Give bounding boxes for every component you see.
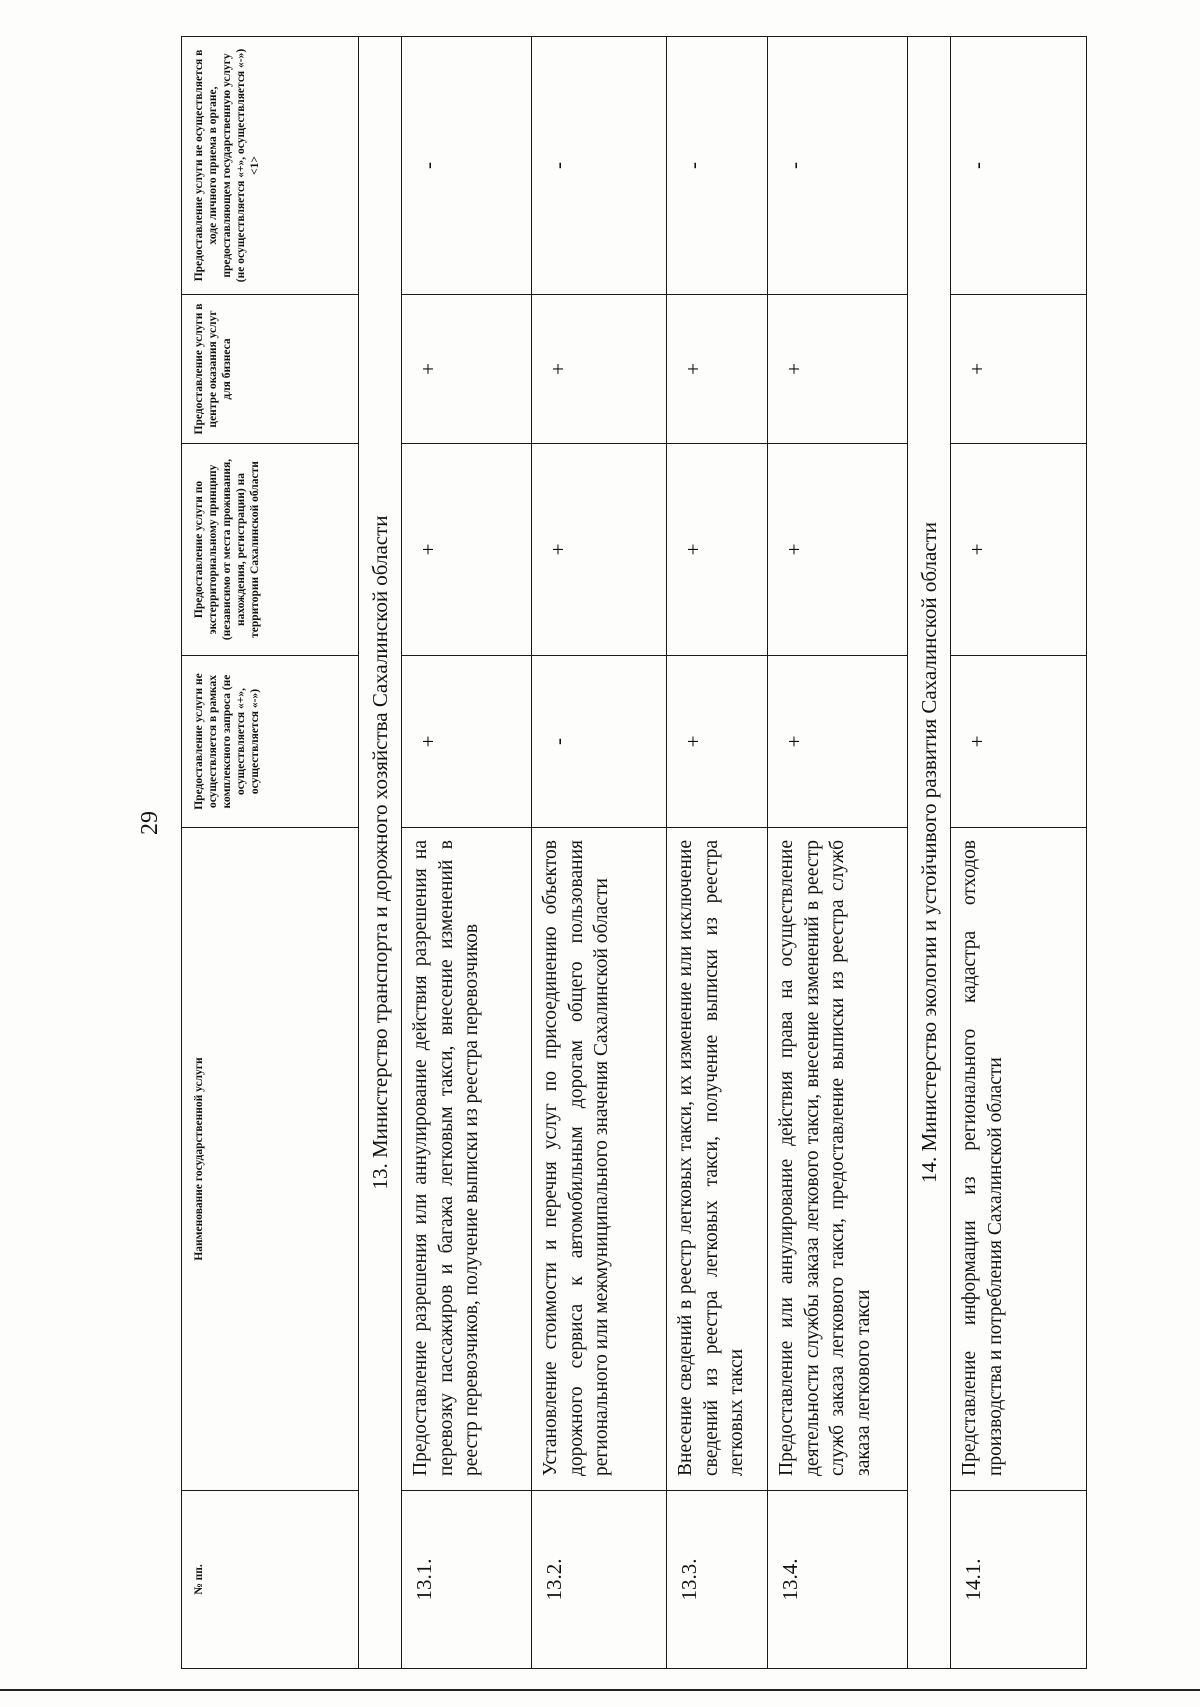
personal-visit-mark: -	[402, 37, 532, 295]
rotated-page	[181, 37, 1086, 1669]
services-table	[181, 36, 1087, 1669]
personal-visit-mark: -	[532, 37, 667, 295]
table-row	[402, 37, 532, 1669]
service-name: Установление стоимости и перечня услуг по присоединению объектов дорожного сервиса к автомобильным дорогам общего пользования регионального или межмуниципального значения Сахалинской области	[532, 828, 667, 1491]
bottom-rule	[0, 1689, 1200, 1691]
personal-visit-mark: -	[951, 37, 1087, 295]
extraterritorial-mark: +	[768, 444, 908, 656]
extraterritorial-mark: +	[402, 444, 532, 656]
complex-mark: +	[951, 656, 1087, 828]
business-center-mark: +	[532, 295, 667, 444]
complex-mark: +	[667, 656, 768, 828]
header-num: № пп.	[182, 1491, 359, 1669]
table-row	[667, 37, 768, 1669]
extraterritorial-mark: +	[532, 444, 667, 656]
extraterritorial-mark: +	[667, 444, 768, 656]
service-name: Предоставление или аннулирование действия права на осуществление деятельности службы заказа легкового такси, внесение изменений в реестр служб заказа легкового такси, предоставление выписки из реестра служб заказа легкового такси	[768, 828, 908, 1491]
business-center-mark: +	[402, 295, 532, 444]
section-row	[359, 37, 402, 1669]
table-row	[532, 37, 667, 1669]
business-center-mark: +	[951, 295, 1087, 444]
row-number: 13.4.	[768, 1491, 908, 1669]
section-title: 13. Министерство транспорта и дорожного хозяйства Сахалинской области	[359, 37, 402, 1669]
service-name: Предоставление разрешения или аннулирование действия разрешения на перевозку пассажиров и багажа легковым такси, внесение изменений в реестр перевозчиков, получение выписки из реестра перевозчиков	[402, 828, 532, 1491]
complex-mark: +	[402, 656, 532, 828]
section-title: 14. Министерство экологии и устойчивого развития Сахалинской области	[908, 37, 951, 1669]
service-name: Представление информации из регионального кадастра отходов производства и потребления Сахалинской области	[951, 828, 1087, 1491]
business-center-mark: +	[667, 295, 768, 444]
row-number: 13.3.	[667, 1491, 768, 1669]
table-row	[768, 37, 908, 1669]
section-row	[908, 37, 951, 1669]
extraterritorial-mark: +	[951, 444, 1087, 656]
business-center-mark: +	[768, 295, 908, 444]
table-row	[951, 37, 1087, 1669]
personal-visit-mark: -	[768, 37, 908, 295]
header-personal-visit: Предоставление услуги не осуществляется в ходе личного приема в органе, предоставляющем государственную услугу (не осуществляется «+», осуществляется «-») <1>	[182, 37, 359, 295]
complex-mark: -	[532, 656, 667, 828]
header-business-center: Предоставление услуги в центре оказания услуг для бизнеса	[182, 295, 359, 444]
page-number: 29	[136, 811, 163, 835]
row-number: 13.2.	[532, 1491, 667, 1669]
header-row	[182, 37, 359, 1669]
personal-visit-mark: -	[667, 37, 768, 295]
header-complex: Предоставление услуги не осуществляется в рамках комплексного запроса (не осуществляется «+», осуществляется «-»)	[182, 656, 359, 828]
row-number: 14.1.	[951, 1491, 1087, 1669]
complex-mark: +	[768, 656, 908, 828]
header-name: Наименование государственной услуги	[182, 828, 359, 1491]
service-name: Внесение сведений в реестр легковых такси, их изменение или исключение сведений из реестра легковых такси, получение выписки из реестра легковых такси	[667, 828, 768, 1491]
header-extraterritorial: Предоставление услуги по экстерриториальному принципу (независимо от места проживания, нахождения, регистрации) на территории Сахалинской области	[182, 444, 359, 656]
row-number: 13.1.	[402, 1491, 532, 1669]
